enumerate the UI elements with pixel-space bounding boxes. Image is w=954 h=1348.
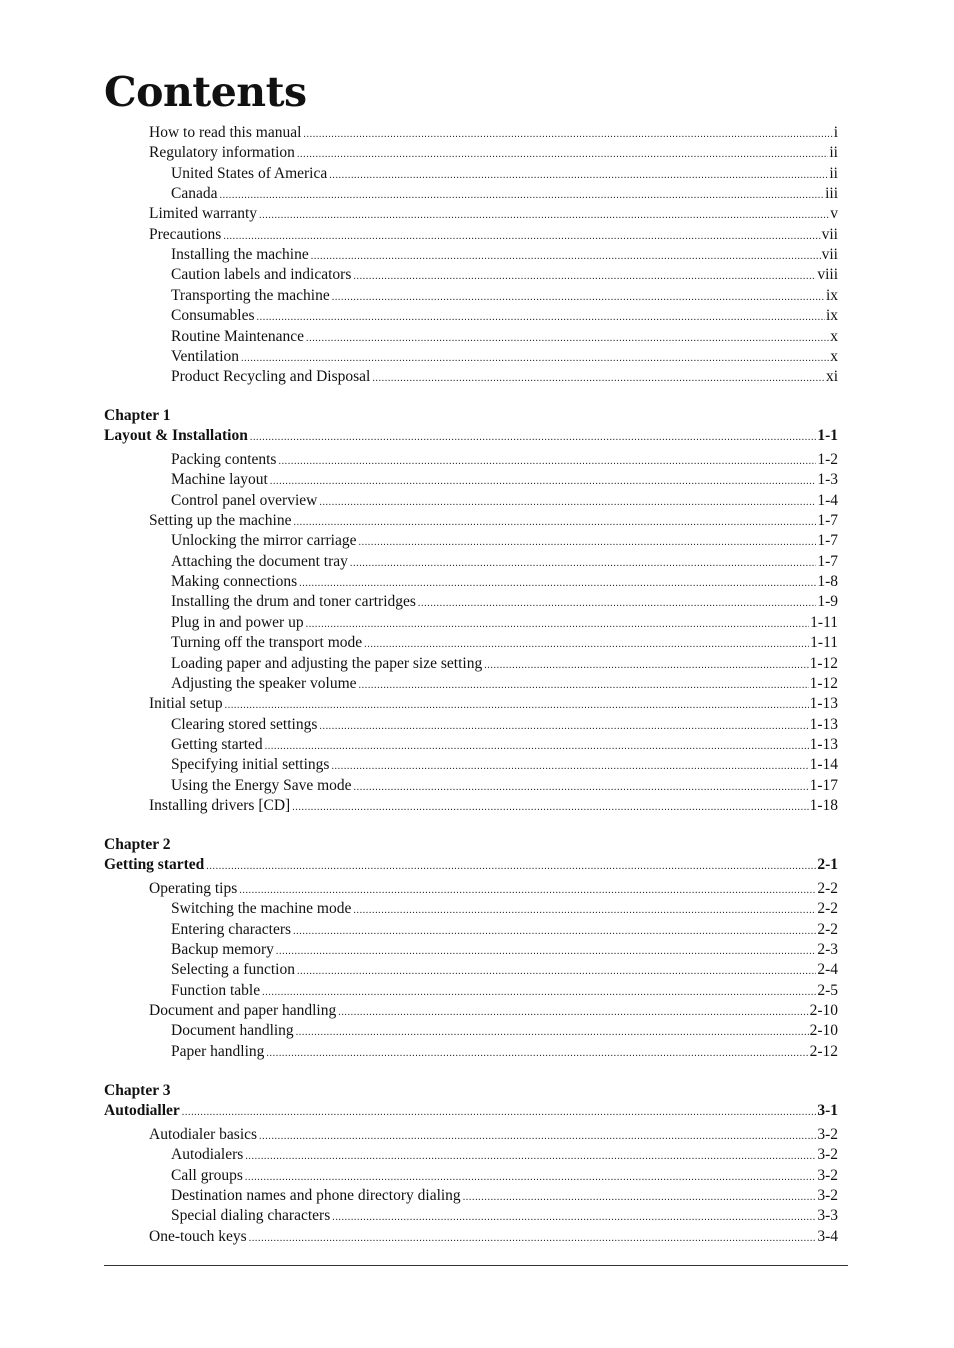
- toc-entry[interactable]: [171, 1186, 838, 1206]
- dot-leader: [353, 267, 816, 287]
- dot-leader: [359, 676, 809, 696]
- toc-entry-label: Installing the machine: [171, 246, 309, 264]
- dot-leader: [364, 635, 809, 655]
- toc-entry[interactable]: [171, 552, 838, 572]
- dot-leader: [276, 942, 816, 962]
- dot-leader: [257, 308, 825, 328]
- toc-entry-label: Document and paper handling: [149, 1002, 337, 1020]
- dot-leader: [259, 1127, 816, 1147]
- chapter-heading-link[interactable]: [104, 1101, 838, 1121]
- toc-entry-page: v: [830, 205, 838, 223]
- toc-entry-page: 1-13: [809, 735, 838, 753]
- toc-entry[interactable]: [171, 674, 838, 694]
- dot-leader: [353, 901, 816, 921]
- dot-leader: [338, 1003, 808, 1023]
- toc-entry-label: Regulatory information: [149, 144, 295, 162]
- dot-leader: [259, 206, 829, 226]
- toc-entry[interactable]: [171, 286, 838, 306]
- toc-entry-page: 1-4: [817, 491, 838, 509]
- toc-entry-label: Special dialing characters: [171, 1207, 331, 1225]
- toc-entry-label: How to read this manual: [149, 124, 302, 141]
- chapter-number: Chapter 3: [104, 1082, 171, 1099]
- toc-entry[interactable]: [149, 123, 838, 143]
- toc-entry-label: United States of America: [171, 164, 328, 182]
- toc-entry[interactable]: [171, 347, 838, 367]
- toc-entry-page: 2-4: [817, 961, 838, 979]
- toc-entry-label: Loading paper and adjusting the paper size setting: [171, 654, 483, 672]
- dot-leader: [463, 1188, 817, 1208]
- toc-entry-page: 1-12: [809, 654, 838, 672]
- dot-leader: [239, 881, 816, 901]
- toc-entry[interactable]: [171, 572, 838, 592]
- toc-entry-label: Getting started: [104, 856, 205, 873]
- dot-leader: [306, 615, 810, 635]
- toc-entry-label: Adjusting the speaker volume: [171, 674, 357, 692]
- toc-entry-page: vii: [821, 225, 838, 243]
- toc-entry[interactable]: [171, 960, 838, 980]
- toc-entry[interactable]: [171, 306, 838, 326]
- toc-entry[interactable]: [171, 470, 838, 490]
- dot-leader: [292, 798, 808, 818]
- toc-entry-page: i: [833, 124, 838, 141]
- toc-entry-label: Selecting a function: [171, 961, 295, 979]
- dot-leader: [331, 757, 808, 777]
- dot-leader: [266, 1044, 808, 1064]
- toc-entry-page: 1-1: [817, 427, 838, 444]
- toc-entry-page: 3-2: [817, 1166, 838, 1184]
- dot-leader: [484, 656, 808, 676]
- toc-entry[interactable]: [171, 755, 838, 775]
- toc-entry[interactable]: [171, 981, 838, 1001]
- dot-leader: [332, 1208, 816, 1228]
- dot-leader: [418, 594, 816, 614]
- toc-entry-page: 1-11: [810, 634, 838, 652]
- dot-leader: [297, 962, 816, 982]
- toc-entry[interactable]: [149, 1227, 838, 1247]
- dot-leader: [293, 513, 816, 533]
- toc-entry-label: Switching the machine mode: [171, 900, 352, 918]
- toc-entry[interactable]: [149, 1125, 838, 1145]
- dot-leader: [245, 1168, 816, 1188]
- dot-leader: [270, 472, 816, 492]
- toc-entry-page: iii: [825, 185, 838, 203]
- dot-leader: [296, 1023, 809, 1043]
- toc-entry-label: Specifying initial settings: [171, 756, 330, 774]
- toc-entry-label: Operating tips: [149, 880, 238, 897]
- toc-entry-page: ix: [825, 286, 838, 304]
- dot-leader: [249, 1229, 817, 1249]
- toc-entry-label: Using the Energy Save mode: [171, 776, 352, 794]
- toc-entry-page: 3-3: [817, 1207, 838, 1225]
- toc-entry-page: ii: [829, 144, 838, 162]
- dot-leader: [311, 247, 821, 267]
- toc-entry-label: Autodialler: [104, 1102, 180, 1119]
- dot-leader: [332, 288, 825, 308]
- dot-leader: [250, 428, 816, 448]
- toc-entry-page: ix: [825, 307, 838, 325]
- footer-rule: [104, 1265, 848, 1266]
- toc-entry-label: One-touch keys: [149, 1227, 247, 1245]
- toc-entry-page: x: [830, 347, 838, 365]
- dot-leader: [223, 227, 820, 247]
- toc-entry-label: Call groups: [171, 1166, 243, 1184]
- dot-leader: [293, 922, 816, 942]
- toc-entry-page: 2-5: [817, 981, 838, 999]
- dot-leader: [319, 717, 808, 737]
- toc-entry-label: Making connections: [171, 573, 298, 591]
- toc-entry-page: ii: [829, 164, 838, 182]
- toc-entry-page: 3-2: [817, 1146, 838, 1164]
- toc-entry-label: Plug in and power up: [171, 613, 304, 631]
- toc-entry-page: 1-13: [809, 695, 838, 713]
- toc-entry-label: Getting started: [171, 735, 263, 753]
- dot-leader: [329, 166, 828, 186]
- toc-entry[interactable]: [171, 633, 838, 653]
- toc-entry-label: Entering characters: [171, 920, 292, 938]
- toc-entry[interactable]: [171, 735, 838, 755]
- toc-entry-label: Unlocking the mirror carriage: [171, 532, 357, 550]
- toc-entry-page: 3-1: [817, 1102, 838, 1119]
- toc-entry-label: Turning off the transport mode: [171, 634, 363, 652]
- toc-entry-label: Product Recycling and Disposal: [171, 368, 371, 386]
- toc-entry-page: 2-2: [817, 900, 838, 918]
- toc-entry-label: Layout & Installation: [104, 427, 248, 444]
- toc-entry-label: Consumables: [171, 307, 255, 325]
- chapter-number: Chapter 2: [104, 836, 171, 853]
- chapter-heading-link[interactable]: [104, 855, 838, 875]
- toc-entry[interactable]: [149, 204, 838, 224]
- toc-entry-label: Caution labels and indicators: [171, 266, 352, 284]
- toc-entry-label: Routine Maintenance: [171, 327, 304, 345]
- toc-entry-page: 3-2: [817, 1187, 838, 1205]
- toc-entry[interactable]: [149, 225, 838, 245]
- dot-leader: [278, 452, 816, 472]
- toc-entry[interactable]: [171, 531, 838, 551]
- toc-entry-page: xi: [825, 368, 838, 386]
- dot-leader: [182, 1103, 817, 1123]
- dot-leader: [359, 533, 817, 553]
- toc-entry[interactable]: [171, 1145, 838, 1165]
- dot-leader: [245, 1147, 816, 1167]
- toc-entry[interactable]: [171, 654, 838, 674]
- toc-entry-label: Backup memory: [171, 941, 274, 959]
- toc-entry-page: 2-2: [817, 920, 838, 938]
- toc-entry-page: 1-7: [817, 532, 838, 550]
- toc-entry-page: 1-8: [817, 573, 838, 591]
- toc-entry-page: 1-18: [809, 796, 838, 814]
- toc-entry-page: 2-2: [817, 880, 838, 897]
- toc-entry-label: Precautions: [149, 225, 222, 243]
- toc-entry-page: 1-7: [817, 552, 838, 570]
- toc-entry-label: Autodialers: [171, 1146, 244, 1164]
- toc-entry[interactable]: [171, 899, 838, 919]
- dot-leader: [306, 329, 829, 349]
- toc-entry[interactable]: [171, 1206, 838, 1226]
- chapter-number: Chapter 1: [104, 407, 171, 424]
- toc-entry-page: 1-17: [809, 776, 838, 794]
- toc-entry[interactable]: [171, 327, 838, 347]
- toc-entry[interactable]: [149, 796, 838, 816]
- toc-entry-label: Ventilation: [171, 347, 240, 365]
- toc-entry[interactable]: [149, 694, 838, 714]
- dot-leader: [206, 857, 816, 877]
- dot-leader: [241, 349, 829, 369]
- dot-leader: [297, 145, 828, 165]
- toc-entry[interactable]: [171, 613, 838, 633]
- toc-entry-label: Installing the drum and toner cartridges: [171, 593, 416, 611]
- toc-entry[interactable]: [171, 920, 838, 940]
- toc-entry-page: 2-3: [817, 941, 838, 959]
- toc-entry-label: Destination names and phone directory dialing: [171, 1187, 461, 1205]
- toc-entry-page: 2-10: [809, 1022, 838, 1040]
- toc-entry-label: Clearing stored settings: [171, 715, 318, 733]
- toc-entry-label: Autodialer basics: [149, 1126, 258, 1143]
- toc-entry[interactable]: [149, 511, 838, 531]
- toc-entry-page: viii: [817, 266, 838, 284]
- dot-leader: [303, 125, 832, 145]
- toc-entry-label: Canada: [171, 185, 218, 203]
- toc-entry-page: 1-9: [817, 593, 838, 611]
- toc-entry-label: Limited warranty: [149, 205, 258, 223]
- toc-entry-label: Paper handling: [171, 1042, 265, 1060]
- toc-entry[interactable]: [171, 164, 838, 184]
- dot-leader: [372, 369, 825, 389]
- toc-entry-label: Initial setup: [149, 695, 223, 713]
- toc-entry-label: Transporting the machine: [171, 286, 330, 304]
- dot-leader: [225, 696, 809, 716]
- toc-entry[interactable]: [171, 940, 838, 960]
- toc-entry-label: Attaching the document tray: [171, 552, 348, 570]
- toc-entry[interactable]: [149, 1001, 838, 1021]
- page-title: Contents: [104, 68, 307, 116]
- toc-entry[interactable]: [171, 265, 838, 285]
- dot-leader: [319, 493, 816, 513]
- toc-entry-page: 2-10: [809, 1002, 838, 1020]
- toc-entry-page: vii: [821, 246, 838, 264]
- toc-entry[interactable]: [171, 245, 838, 265]
- toc-entry-page: 3-4: [817, 1227, 838, 1245]
- dot-leader: [299, 574, 816, 594]
- toc-entry-page: 2-1: [817, 856, 838, 873]
- toc-entry-label: Control panel overview: [171, 491, 318, 509]
- dot-leader: [354, 778, 809, 798]
- toc-entry-page: 1-13: [809, 715, 838, 733]
- toc-entry[interactable]: [149, 879, 838, 899]
- toc-entry[interactable]: [171, 715, 838, 735]
- toc-entry-page: 1-11: [810, 613, 838, 631]
- toc-entry-label: Setting up the machine: [149, 512, 292, 530]
- toc-entry[interactable]: [171, 1042, 838, 1062]
- toc-entry[interactable]: [171, 592, 838, 612]
- toc-entry[interactable]: [171, 491, 838, 511]
- toc-entry[interactable]: [171, 450, 838, 470]
- toc-entry-page: 1-2: [817, 451, 838, 468]
- toc-entry-page: 1-12: [809, 674, 838, 692]
- dot-leader: [350, 554, 816, 574]
- toc-entry-label: Machine layout: [171, 471, 268, 489]
- chapter-heading-link[interactable]: [104, 426, 838, 446]
- toc-entry-page: 1-3: [817, 471, 838, 489]
- toc-entry-page: 1-7: [817, 512, 838, 530]
- dot-leader: [219, 186, 824, 206]
- toc-entry[interactable]: [149, 143, 838, 163]
- toc-entry-page: 3-2: [817, 1126, 838, 1143]
- toc-entry[interactable]: [171, 1021, 838, 1041]
- toc-entry-label: Installing drivers [CD]: [149, 796, 291, 814]
- toc-entry-page: x: [830, 327, 838, 345]
- toc-entry[interactable]: [171, 184, 838, 204]
- toc-entry[interactable]: [171, 776, 838, 796]
- dot-leader: [265, 737, 809, 757]
- toc-entry[interactable]: [171, 367, 838, 387]
- toc-entry-label: Packing contents: [171, 451, 277, 468]
- toc-entry-page: 2-12: [809, 1042, 838, 1060]
- toc-entry[interactable]: [171, 1166, 838, 1186]
- toc-entry-label: Document handling: [171, 1022, 294, 1040]
- toc-entry-page: 1-14: [809, 756, 838, 774]
- dot-leader: [262, 983, 816, 1003]
- toc-entry-label: Function table: [171, 981, 261, 999]
